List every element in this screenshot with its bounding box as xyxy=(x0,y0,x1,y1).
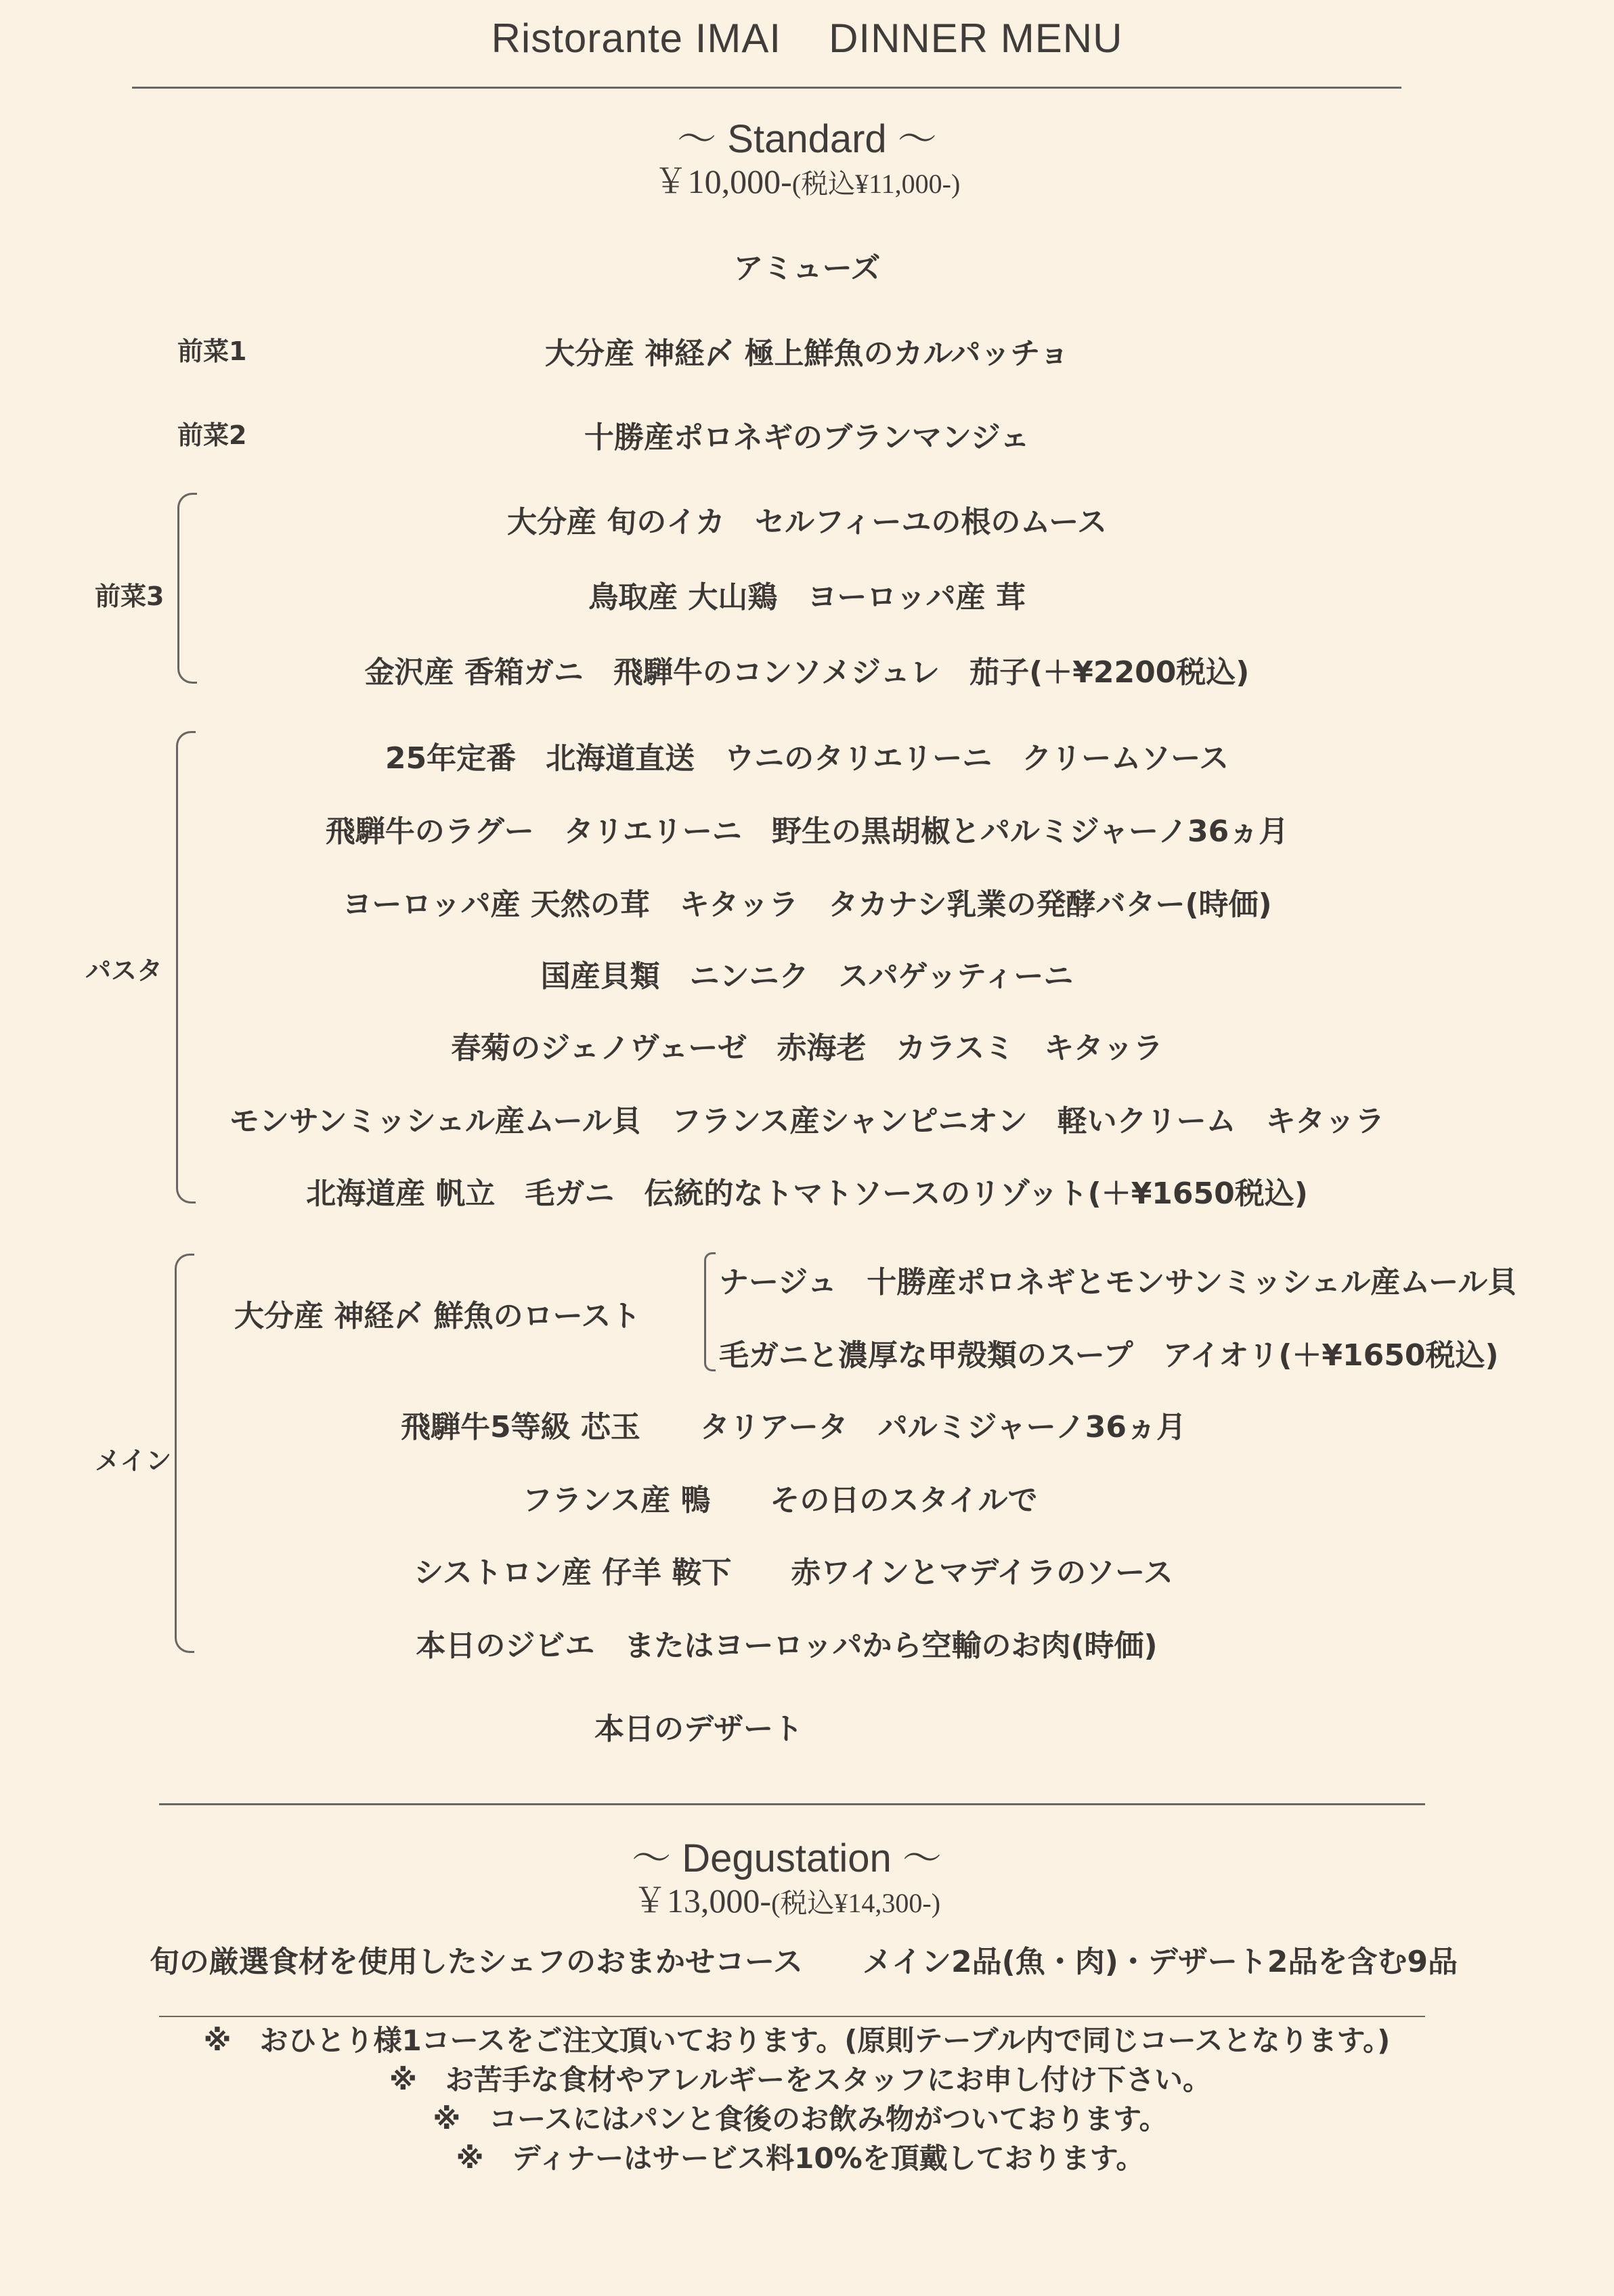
degustation-price-tax: (税込¥14,300-) xyxy=(771,1888,941,1918)
dessert: 本日のデザート xyxy=(594,1712,803,1746)
main-label: メイン xyxy=(95,1446,172,1476)
menu-header xyxy=(0,15,1614,62)
standard-title: ～ Standard ～ xyxy=(677,117,937,161)
menu-title: DINNER MENU xyxy=(829,16,1123,61)
zensai2-label: 前菜2 xyxy=(177,420,247,450)
degustation-description: 旬の厳選食材を使用したシェフのおまかせコース メイン2品(魚・肉)・デザート2品を含む9品 xyxy=(149,1945,1458,1979)
main-item: シストロン産 仔羊 鞍下 赤ワインとマデイラのソース xyxy=(414,1555,1173,1590)
note: ※ ディナーはサービス料10%を頂戴しております。 xyxy=(456,2142,1145,2175)
zensai1-dish: 大分産 神経〆 極上鮮魚のカルパッチョ xyxy=(544,336,1070,371)
main-fish-option: 毛ガニと濃厚な甲殻類のスープ アイオリ(＋¥1650税込) xyxy=(719,1338,1499,1373)
pasta-item: ヨーロッパ産 天然の茸 キタッラ タカナシ乳業の発酵バター(時価) xyxy=(342,887,1272,922)
degustation-price-value: ￥13,000- xyxy=(632,1882,772,1920)
zensai2-dish: 十勝産ポロネギのブランマンジェ xyxy=(584,420,1030,455)
pasta-item: モンサンミッシェル産ムール貝 フランス産シャンピニオン 軽いクリーム キタッラ xyxy=(229,1104,1385,1139)
pasta-label: パスタ xyxy=(85,956,163,986)
note: ※ おひとり様1コースをご注文頂いております。(原則テーブル内で同じコースとなります。) xyxy=(203,2024,1391,2057)
pasta-item: 国産貝類 ニンニク スパゲッティーニ xyxy=(540,959,1074,994)
main-fish-option: ナージュ 十勝産ポロネギとモンサンミッシェル産ムール貝 xyxy=(719,1265,1518,1300)
main-item: 本日のジビエ またはヨーロッパから空輸のお肉(時価) xyxy=(416,1629,1158,1663)
pasta-item: 飛騨牛のラグー タリエリーニ 野生の黒胡椒とパルミジャーノ36ヵ月 xyxy=(325,814,1289,849)
main-item: フランス産 鴨 その日のスタイルで xyxy=(522,1483,1038,1518)
standard-price xyxy=(0,154,1614,203)
main-fish-options-bracket xyxy=(704,1252,716,1371)
restaurant-name: Ristorante IMAI xyxy=(491,16,782,61)
note: ※ お苦手な食材やアレルギーをスタッフにお申し付け下さい。 xyxy=(389,2063,1212,2096)
section-divider xyxy=(159,1803,1425,1805)
standard-price-value: ￥10,000- xyxy=(653,162,792,200)
zensai3-item: 金沢産 香箱ガニ 飛騨牛のコンソメジュレ 茄子(＋¥2200税込) xyxy=(364,655,1250,690)
main-fish: 大分産 神経〆 鮮魚のロースト xyxy=(234,1299,641,1333)
degustation-title: ～ Degustation ～ xyxy=(632,1836,942,1880)
standard-price-tax: (税込¥11,000-) xyxy=(791,169,961,199)
header-divider xyxy=(132,87,1401,89)
zensai3-label: 前菜3 xyxy=(95,581,165,611)
amuse: アミューズ xyxy=(733,251,881,286)
pasta-item: 春菊のジェノヴェーゼ 赤海老 カラスミ キタッラ xyxy=(451,1031,1163,1065)
degustation-price xyxy=(0,1874,1594,1922)
notes-divider xyxy=(159,2016,1425,2017)
pasta-item: 25年定番 北海道直送 ウニのタリエリーニ クリームソース xyxy=(385,741,1229,776)
main-item: 飛騨牛5等級 芯玉 タリアータ パルミジャーノ36ヵ月 xyxy=(400,1410,1187,1444)
zensai1-label: 前菜1 xyxy=(177,336,247,366)
zensai3-item: 鳥取産 大山鶏 ヨーロッパ産 茸 xyxy=(588,580,1026,615)
pasta-item: 北海道産 帆立 毛ガニ 伝統的なトマトソースのリゾット(＋¥1650税込) xyxy=(306,1176,1308,1211)
main-bracket xyxy=(175,1254,194,1653)
note: ※ コースにはパンと食後のお飲み物がついております。 xyxy=(433,2102,1168,2136)
zensai3-item: 大分産 旬のイカ セルフィーユの根のムース xyxy=(506,505,1108,539)
